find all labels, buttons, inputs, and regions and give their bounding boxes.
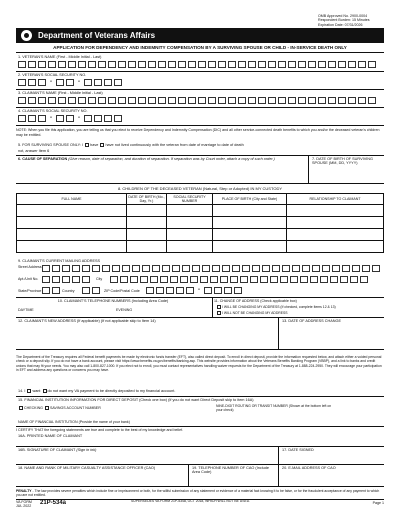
state-field[interactable] — [40, 286, 62, 295]
col-relationship: RELATIONSHIP TO CLAIMANT — [287, 193, 384, 204]
veteran-ssn-label: 2. VETERAN'S SOCIAL SECURITY NO. — [18, 73, 87, 77]
department-title: Department of Veterans Affairs — [38, 30, 156, 40]
claimant-name-label: 3. CLAIMANT'S NAME (First - Middle Initial - Last) — [18, 91, 103, 95]
col-place: PLACE OF BIRTH (City and State) — [213, 193, 287, 204]
phone-address-change-row — [16, 298, 384, 318]
separation-hint: (Give reason, date of separation, and duration of separation. If separation was by Court order, attach a copy of such order.) — [68, 157, 275, 161]
veteran-ssn-field[interactable]: - - — [16, 78, 384, 87]
mailing-address-label: 9. CLAIMANT'S CURRENT MAILING ADDRESS — [18, 259, 101, 263]
new-address-label: 12. CLAIMANT'S NEW ADDRESS (If applicable) (If not applicable skip to Item 14) — [18, 319, 156, 323]
form-number: 21P-534a — [40, 500, 67, 506]
have-label: have — [90, 143, 99, 147]
col-full-name: FULL NAME — [17, 193, 127, 204]
financial-info-label: 15. FINANCIAL INSTITUTION INFORMATION FOR DIRECT DEPOSIT (Check one box) (If you do not want Direct Deposit skip to item 16A) — [18, 398, 254, 402]
veteran-name-row — [16, 54, 384, 72]
cao-email-label: 20. E-MAIL ADDRESS OF CAO — [282, 466, 336, 470]
printed-name-label: 16A. PRINTED NAME OF CLAIMANT — [18, 434, 83, 438]
savings-label: SAVINGS — [49, 406, 66, 410]
signature-input[interactable] — [18, 453, 274, 464]
veteran-name-field[interactable] — [16, 60, 384, 69]
spouse-dob-input[interactable] — [310, 168, 382, 182]
direct-deposit-row — [16, 387, 384, 397]
zip-label: ZIP Code/Postal Code — [104, 289, 140, 293]
account-number-input[interactable] — [18, 412, 198, 418]
children-table — [16, 193, 384, 253]
claimant-ssn-row — [16, 108, 384, 126]
apt-field[interactable] — [40, 275, 92, 284]
col-ssn: SOCIAL SECURITY NUMBER — [167, 193, 213, 204]
election-note: NOTE: When you file this application, you are telling us that you elect to receive Dependency and Indemnity Compensation (DIC) and all other service-connected death benefits to which you and/or the deceased veteran's children may be entitled. — [16, 128, 380, 137]
cao-phone-label: 19. TELEPHONE NUMBER OF CAO (Include Area Code) — [192, 466, 269, 475]
phone-label: 10. CLAIMANT'S TELEPHONE NUMBERS (Including Area Code) — [57, 299, 169, 303]
do-not-want-label: do not want my VA payment to be directly deposited to my financial account. — [47, 389, 176, 393]
apt-label: Apt./Unit No. — [18, 277, 39, 281]
separation-label: 6. CAUSE OF SEPARATION — [18, 157, 68, 161]
new-address-input[interactable] — [18, 325, 272, 349]
checking-label: CHECKING — [24, 406, 43, 410]
city-field[interactable] — [108, 275, 370, 284]
expiration-date: Expiration Date: 07/31/2026 — [318, 22, 363, 27]
spouse-note: not, answer Item 6 — [18, 149, 50, 154]
page-number: Page 1 — [372, 501, 384, 505]
veteran-name-label: 1. VETERAN'S NAME (First - Middle Initial - Last) — [18, 55, 102, 59]
date-signed-label: 17. DATE SIGNED — [282, 448, 314, 452]
eft-paragraph: The Department of the Treasury requires all Federal benefit payments be made by electronic funds transfer (EFT), also called direct deposit. To enroll in direct deposit, provide the information requested below, and attach either a voided personal check or a deposit slip. If you do not have a bank account, please visit https://www.benefits.va.gov/benefits/banking.asp. This website provides information about the Veterans Benefits Banking Program (VBBP), and a link to banks and credit unions that may fit your needs. You may also call 1-800-827-1000. If you elect not to enroll, you must contact representatives handling waiver requests for the Department of the Treasury at 1-888-224-2950. They will encourage your participation in EFT and address any questions or concerns you may have. — [16, 355, 382, 373]
form-date: JUL 2022 — [16, 504, 32, 509]
spouse-row — [16, 140, 384, 156]
institution-name-label: NAME OF FINANCIAL INSTITUTION (Provide the name of your bank) — [18, 420, 130, 424]
routing-label: NINE-DIGIT ROUTING OR TRANSIT NUMBER (Shown at the bottom left on your check) — [216, 404, 332, 412]
have-checkbox[interactable] — [85, 143, 89, 147]
penalty-label: PENALTY — [16, 489, 32, 493]
evening-phone-input[interactable] — [140, 306, 210, 315]
country-field[interactable] — [80, 286, 102, 295]
children-title: 8. CHILDREN OF THE DECEASED VETERAN (Natural, Step or Adopted) IN MY CUSTODY — [117, 186, 283, 191]
certify-statement: I CERTIFY THAT the foregoing statements are true and complete to the best of my knowledge and belief. — [16, 428, 184, 432]
financial-info-row — [16, 397, 384, 427]
mailing-address-row — [16, 258, 384, 298]
savings-checkbox[interactable] — [45, 406, 49, 410]
daytime-phone-input[interactable] — [42, 306, 112, 315]
col-dob: DATE OF BIRTH (Mo., Day, Yr.) — [128, 194, 165, 203]
date-signed-input[interactable] — [280, 453, 380, 464]
printed-name-input[interactable] — [18, 438, 378, 446]
zip-field[interactable]: - — [144, 286, 244, 295]
spouse-i: I — [82, 143, 84, 147]
respondent-burden: Respondent Burden: 15 Minutes — [318, 18, 370, 23]
signature-label: 16B. SIGNATURE OF CLAIMANT — [18, 448, 76, 452]
address-change-date-input[interactable] — [280, 325, 380, 349]
claimant-ssn-field[interactable]: - - — [16, 114, 384, 123]
va-header — [16, 28, 384, 43]
address-change-date-label: 13. DATE OF ADDRESS CHANGE — [282, 319, 342, 323]
va-form-label: VA FORM — [16, 500, 32, 504]
claimant-name-field[interactable] — [16, 96, 384, 105]
signature-row — [16, 447, 384, 465]
table-row[interactable] — [17, 216, 384, 228]
street-field[interactable] — [40, 264, 382, 273]
omb-number: OMB Approved No. 2900-0004 — [318, 14, 368, 18]
do-not-want-checkbox[interactable] — [43, 389, 47, 393]
spouse-dob-label: 7. DATE OF BIRTH OF SURVIVING SPOUSE (MM, DD, YYYY) — [312, 157, 373, 166]
daytime-label: DAYTIME — [18, 308, 34, 312]
address-change-label: 11. CHANGE OF ADDRESS (Check applicable box) — [214, 299, 297, 303]
table-row[interactable] — [17, 228, 384, 240]
direct-deposit-label: 14. I — [18, 389, 26, 393]
cao-name-input[interactable] — [18, 473, 184, 485]
will-change-label: I WILL BE CHANGING MY ADDRESS (If checked, complete Items 12 & 13) — [222, 304, 336, 309]
separation-row — [16, 156, 384, 184]
evening-label: EVENING — [116, 308, 133, 312]
have-not-label: have not — [105, 143, 121, 147]
separation-input[interactable] — [18, 168, 304, 182]
cao-row — [16, 465, 384, 487]
va-seal-icon — [21, 30, 32, 41]
table-row[interactable] — [17, 240, 384, 252]
printed-name-row — [16, 433, 384, 447]
street-label: Street Address — [18, 265, 42, 269]
account-number-label: ACCOUNT NUMBER — [66, 406, 101, 410]
want-label: want — [32, 389, 41, 393]
claimant-name-row — [16, 90, 384, 108]
children-section — [16, 186, 384, 253]
spouse-statement: lived continuously with the veteran from date of marriage to date of death — [121, 143, 244, 147]
city-label: City — [96, 277, 103, 281]
checking-checkbox[interactable] — [19, 406, 23, 410]
country-label: Country — [62, 289, 75, 293]
supersedes-note: SUPERSEDES VA FORM 21P-534a, OCT 2018, WHICH WILL NOT BE USED. — [131, 499, 251, 503]
spouse-label: 5. FOR SURVIVING SPOUSE ONLY: — [18, 143, 81, 147]
claimant-ssn-label: 4. CLAIMANT'S SOCIAL SECURITY NO. — [18, 109, 88, 113]
will-change-checkbox[interactable] — [217, 305, 221, 309]
have-not-checkbox[interactable] — [100, 143, 104, 147]
signature-hint: (Sign in ink) — [76, 448, 97, 452]
cao-name-label: 18. NAME AND RANK OF MILITARY CASUALTY ASSISTANCE OFFICER (CAO) — [18, 466, 156, 470]
will-not-change-label: I WILL NOT BE CHANGING MY ADDRESS — [222, 310, 288, 315]
table-row[interactable] — [17, 204, 384, 216]
form-title: APPLICATION FOR DEPENDENCY AND INDEMNITY COMPENSATION BY A SURVIVING SPOUSE OR CHILD - IN-SERVICE DEATH ONLY — [16, 45, 384, 53]
will-not-change-checkbox[interactable] — [217, 311, 221, 315]
veteran-ssn-row — [16, 72, 384, 90]
state-label: State/Province — [18, 289, 42, 293]
omb-info — [318, 14, 370, 27]
penalty-text: - The law provides severe penalties which include fine or imprisonment or both, for the willful submission of any statement or evidence of a material fact knowing it to be false, or for the fraudulent acceptance of any payment to which you are not entitled. — [16, 489, 380, 498]
cao-email-input[interactable] — [280, 473, 380, 485]
want-checkbox[interactable] — [27, 389, 31, 393]
cao-phone-input[interactable] — [190, 473, 276, 485]
new-address-row — [16, 318, 384, 350]
